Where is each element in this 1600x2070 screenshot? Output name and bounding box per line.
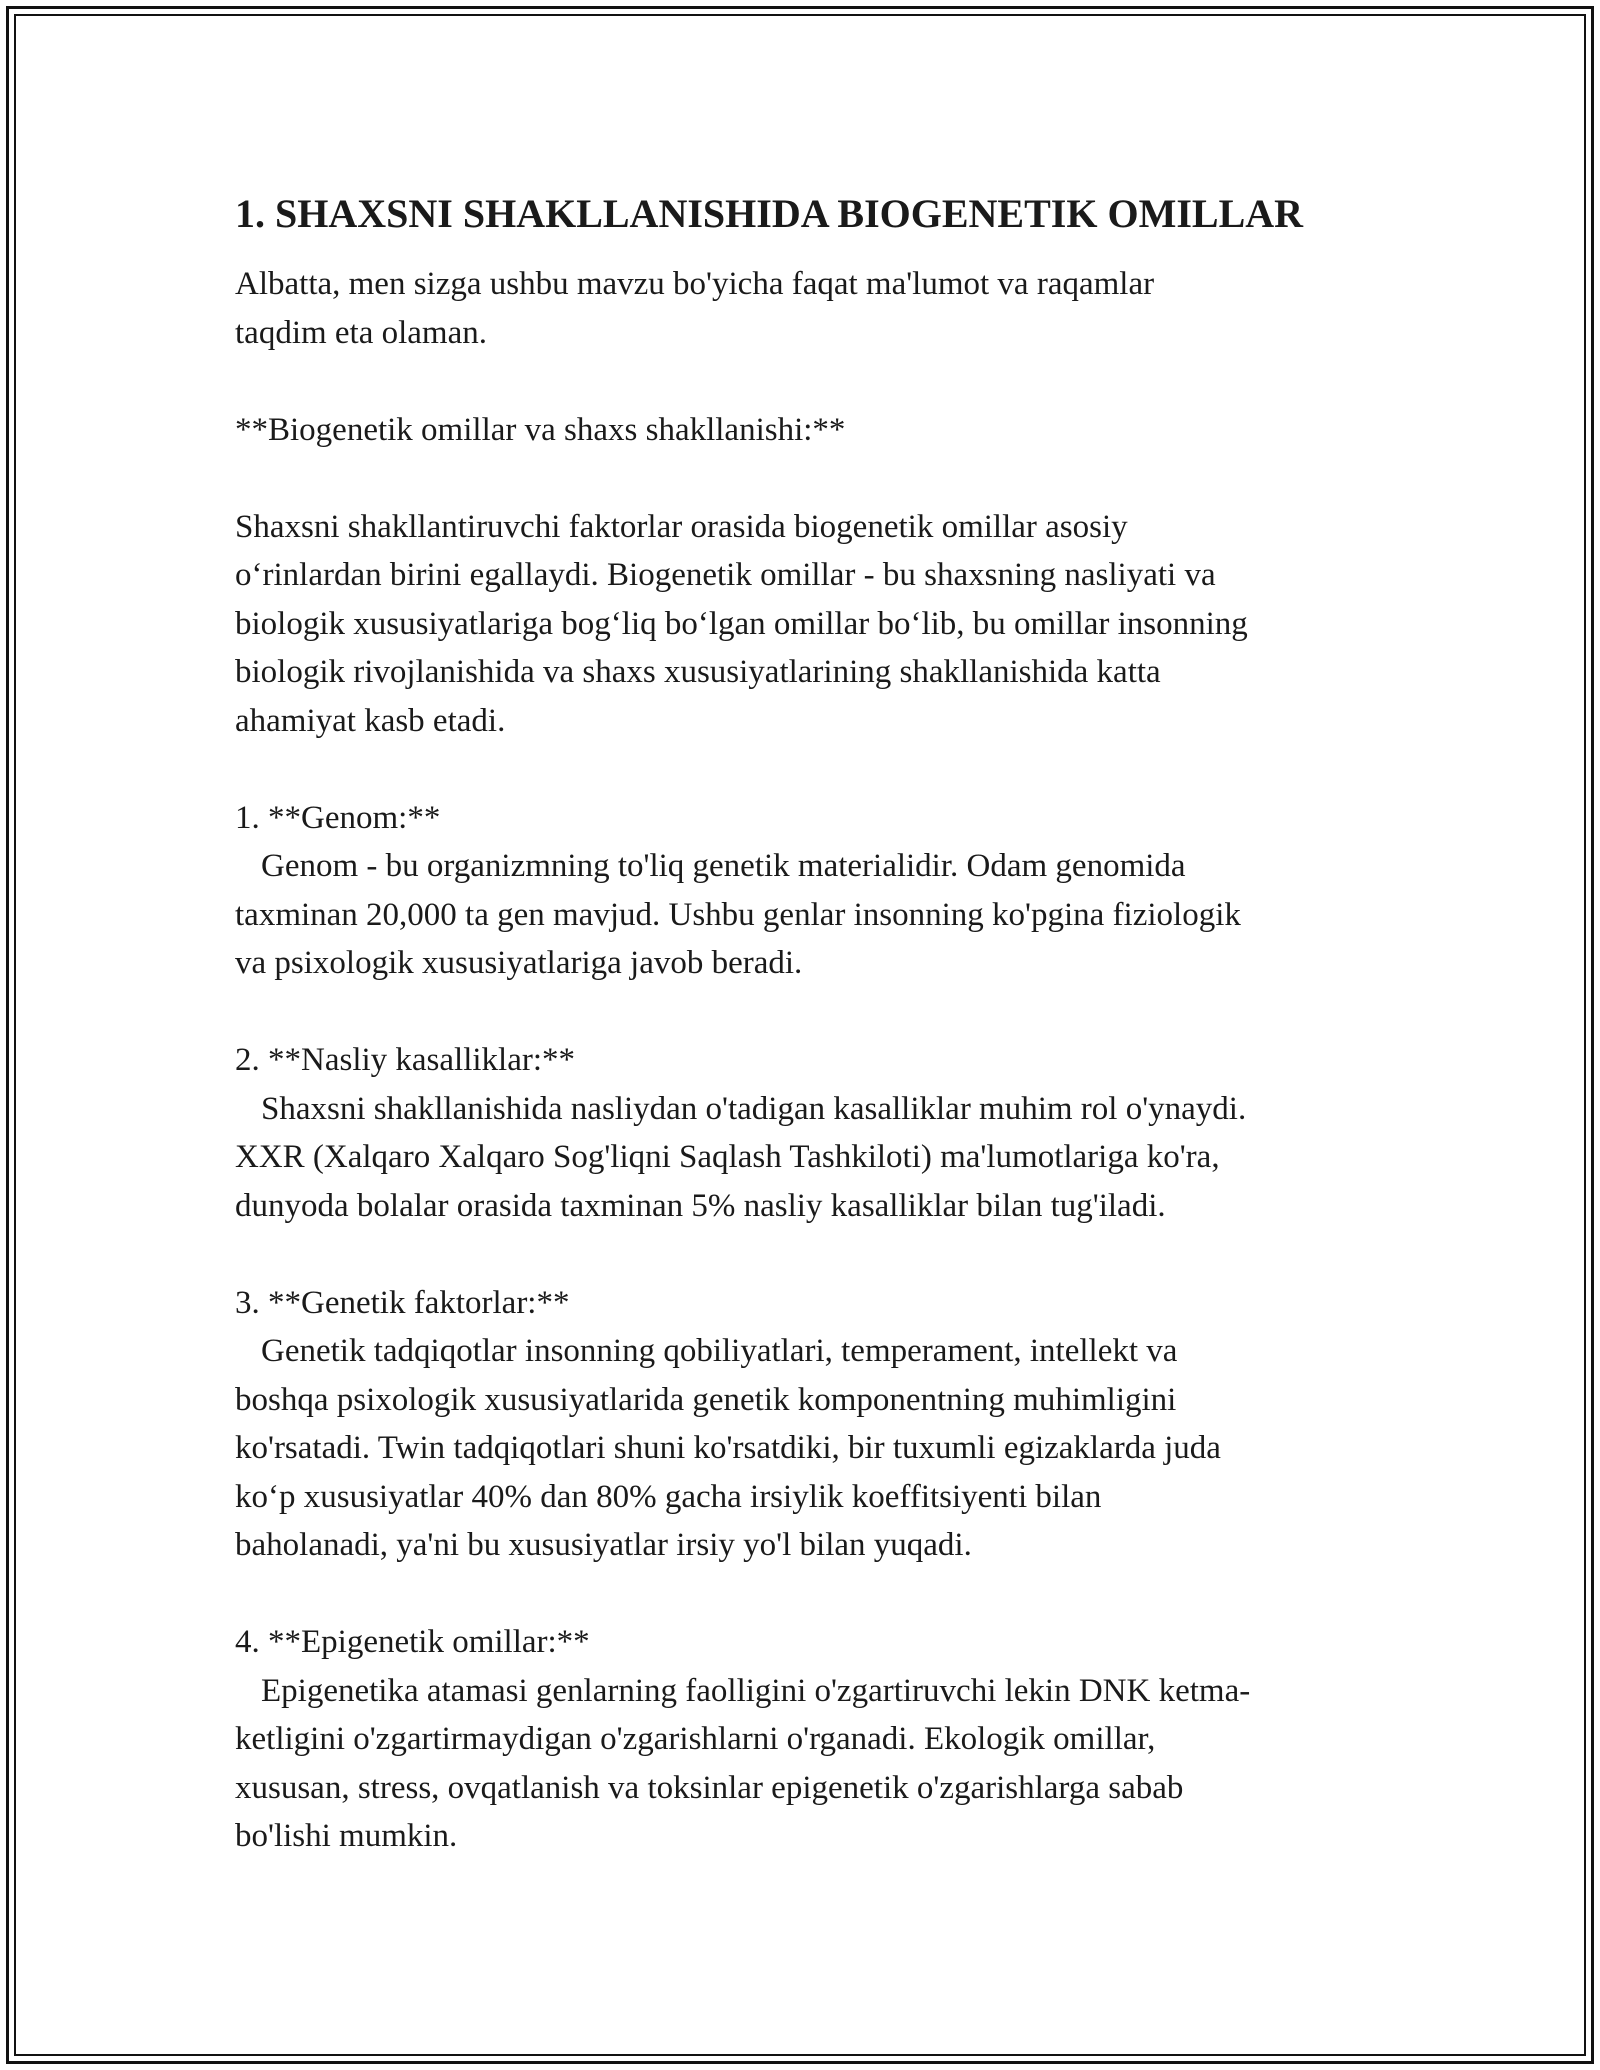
section-line: baholanadi, ya'ni bu xususiyatlar irsiy yo'l bilan yuqadi.: [235, 1527, 972, 1563]
section-line: bo'lishi mumkin.: [235, 1818, 458, 1854]
section-line: va psixologik xususiyatlariga javob beradi.: [235, 945, 803, 981]
spacer: [235, 745, 1365, 794]
spacer: [235, 1570, 1365, 1619]
section-heading: 3. **Genetik faktorlar:**: [235, 1284, 570, 1321]
spacer: [235, 357, 1365, 406]
section-line: Epigenetika atamasi genlarning faolligini o'zgartiruvchi lekin DNK ketma-: [261, 1672, 1251, 1709]
document-title: 1. SHAXSNI SHAKLLANISHIDA BIOGENETIK OMILLAR: [235, 191, 1304, 236]
section-heading: 4. **Epigenetik omillar:**: [235, 1624, 590, 1660]
overview-line: ahamiyat kasb etadi.: [235, 702, 506, 739]
section-line: Shaxsni shakllanishida nasliydan o'tadigan kasalliklar muhim rol o'ynaydi.: [261, 1090, 1247, 1127]
section-genetik-faktorlar: [235, 1279, 1365, 1570]
section-line: Genom - bu organizmning to'liq genetik materialidir. Odam genomida: [261, 848, 1186, 884]
section-line: ko‘p xususiyatlar 40% dan 80% gacha irsiylik koeffitsiyenti bilan: [235, 1478, 1102, 1515]
overview-paragraph: [235, 503, 1365, 746]
spacer: [235, 1230, 1365, 1279]
section-line: boshqa psixologik xususiyatlarida genetik komponentning muhimligini: [235, 1381, 1177, 1418]
overview-line: Shaxsni shakllantiruvchi faktorlar orasida biogenetik omillar asosiy: [235, 508, 1128, 545]
section-line: xususan, stress, ovqatlanish va toksinlar epigenetik o'zgarishlarga sabab: [235, 1769, 1184, 1806]
section-line: XXR (Xalqaro Xalqaro Sog'liqni Saqlash Tashkiloti) ma'lumotlariga ko'ra,: [235, 1139, 1220, 1175]
section-heading: 1. **Genom:**: [235, 799, 441, 836]
spacer: [235, 454, 1365, 503]
section-line: taxminan 20,000 ta gen mavjud. Ushbu genlar insonning ko'pgina fiziologik: [235, 896, 1241, 933]
overview-line: o‘rinlardan birini egallaydi. Biogenetik omillar - bu shaxsning nasliyati va: [235, 557, 1216, 593]
section-line: ketligini o'zgartirmaydigan o'zgarishlarni o'rganadi. Ekologik omillar,: [235, 1721, 1156, 1757]
intro-line: Albatta, men sizga ushbu mavzu bo'yicha faqat ma'lumot va raqamlar: [235, 266, 1155, 302]
section-genom: [235, 794, 1365, 988]
section-nasliy-kasalliklar: [235, 1036, 1365, 1230]
spacer: [235, 988, 1365, 1037]
section-heading: 2. **Nasliy kasalliklar:**: [235, 1042, 576, 1078]
section-epigenetik-omillar: [235, 1618, 1365, 1861]
section-line: ko'rsatadi. Twin tadqiqotlari shuni ko'rsatdiki, bir tuxumli egizaklarda juda: [235, 1430, 1221, 1466]
overview-line: biologik rivojlanishida va shaxs xususiyatlarining shakllanishida katta: [235, 654, 1161, 690]
document-body: [235, 180, 1365, 1861]
section-line: Genetik tadqiqotlar insonning qobiliyatlari, temperament, intellekt va: [261, 1333, 1178, 1369]
section-line: dunyoda bolalar orasida taxminan 5% nasliy kasalliklar bilan tug'iladi.: [235, 1187, 1166, 1224]
intro-line: taqdim eta olaman.: [235, 314, 487, 351]
subheading: **Biogenetik omillar va shaxs shakllanishi:**: [235, 411, 846, 448]
overview-line: biologik xususiyatlariga bog‘liq bo‘lgan omillar bo‘lib, bu omillar insonning: [235, 605, 1248, 642]
